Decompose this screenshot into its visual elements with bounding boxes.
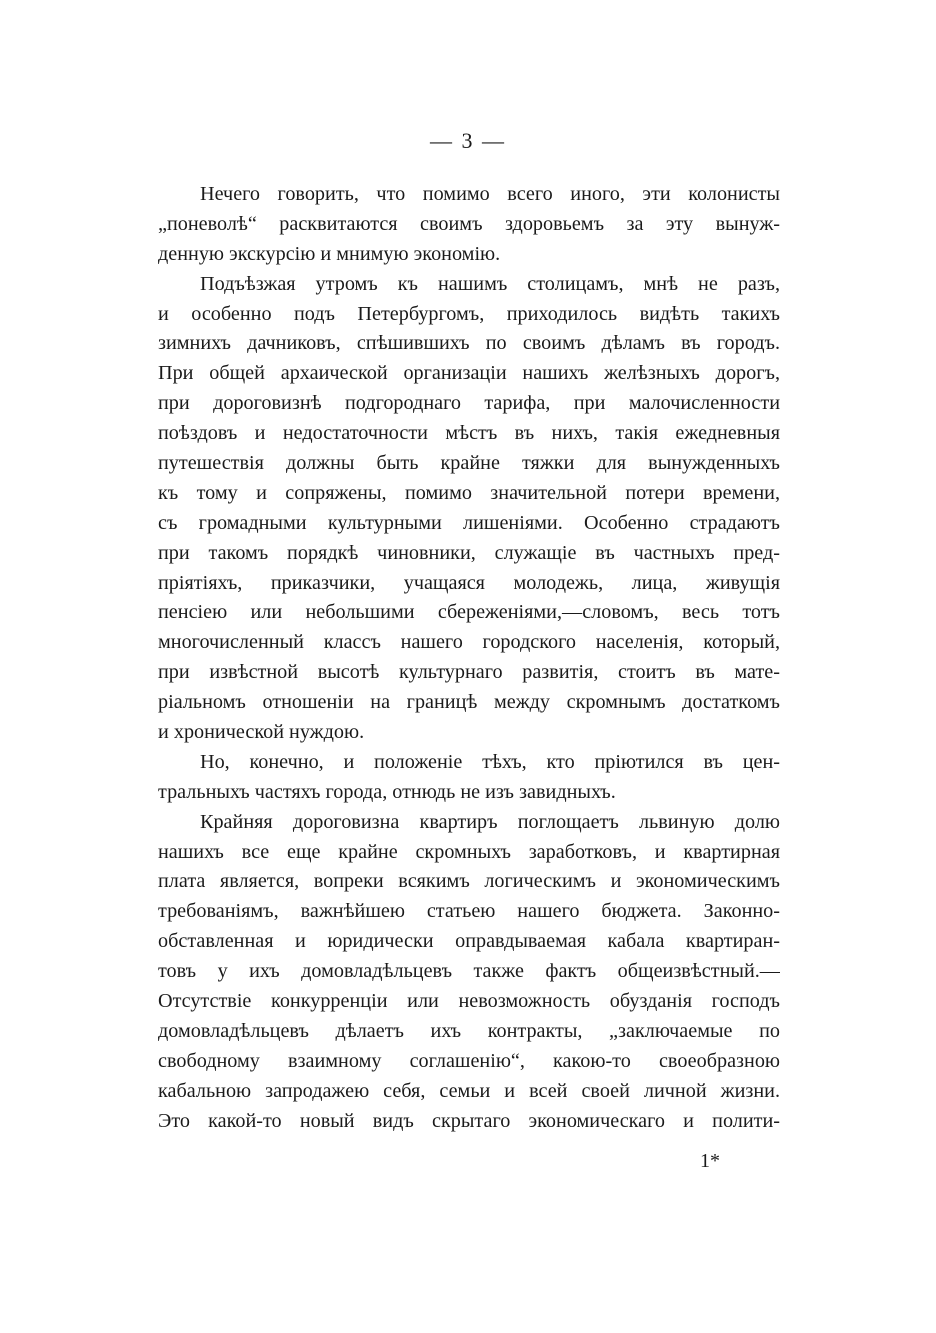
text-line: требованіямъ, важнѣйшею статьею нашего бюджета. Законно- [158, 900, 780, 923]
text-line: Отсутствіе конкурренціи или невозможность обузданія господъ [158, 990, 780, 1013]
text-line: многочисленный классъ нашего городского населенія, который, [158, 631, 780, 654]
text-line: При общей архаической организаціи нашихъ желѣзныхъ дорогъ, [158, 362, 780, 385]
paragraph [158, 270, 780, 748]
text-line: „поневолѣ“ расквитаются своимъ здоровьемъ за эту вынуж- [158, 212, 780, 235]
text-line: пріятіяхъ, приказчики, учащаяся молодежь, лица, живущія [158, 571, 780, 594]
text-line: Крайняя дороговизна квартиръ поглощаетъ львиную долю [200, 810, 780, 833]
text-line: къ тому и сопряжены, помимо значительной потери времени, [158, 481, 780, 504]
text-line: свободному взаимному соглашенію“, какою-то своеобразною [158, 1049, 780, 1072]
text-line: и хронической нуждою. [158, 721, 365, 744]
text-line: нашихъ все еще крайне скромныхъ заработковъ, и квартирная [158, 840, 780, 863]
text-line: денную экскурсію и мнимую экономію. [158, 242, 501, 265]
paragraph [158, 808, 780, 1137]
text-line: домовладѣльцевъ дѣлаетъ ихъ контракты, „заключаемые по [158, 1019, 780, 1042]
text-line: Нечего говорить, что помимо всего иного, эти колонисты [200, 183, 780, 205]
text-line: обставленная и юридически оправдываемая кабала квартиран- [158, 930, 780, 953]
text-line: плата является, вопреки всякимъ логическимъ и экономическимъ [158, 870, 780, 893]
text-line: и особенно подъ Петербургомъ, приходилось видѣть такихъ [158, 302, 780, 325]
text-line: Но, конечно, и положеніе тѣхъ, кто пріютился въ цен- [200, 750, 780, 773]
text-line: съ громадными культурными лишеніями. Особенно страдаютъ [158, 511, 780, 534]
text-line: при дороговизнѣ подгороднаго тарифа, при малочисленности [158, 392, 780, 415]
text-line: поѣздовъ и недостаточности мѣстъ въ нихъ, такія ежедневныя [158, 422, 780, 445]
text-line: кабальною запродажею себя, семьи и всей своей личной жизни. [158, 1079, 780, 1102]
paragraph [158, 180, 780, 270]
paragraph [158, 748, 780, 808]
text-line: тральныхъ частяхъ города, отнюдь не изъ завидныхъ. [158, 780, 616, 803]
body-text [158, 180, 780, 1137]
text-line: Подъѣзжая утромъ къ нашимъ столицамъ, мнѣ не разъ, [200, 272, 780, 295]
text-line: пенсіею или небольшими сбереженіями,—словомъ, весь тотъ [158, 601, 780, 624]
text-line: Это какой-то новый видъ скрытаго экономическаго и полити- [158, 1109, 780, 1132]
text-line: ріальномъ отношеніи на границѣ между скромнымъ достаткомъ [158, 691, 780, 714]
page-number: — 3 — [430, 128, 506, 153]
signature-mark: 1* [700, 1150, 720, 1172]
text-line: при такомъ порядкѣ чиновники, служащіе въ частныхъ пред- [158, 541, 780, 564]
text-line: путешествія должны быть крайне тяжки для вынужденныхъ [158, 452, 780, 475]
text-line: при извѣстной высотѣ культурнаго развитія, стоитъ въ мате- [158, 661, 780, 684]
text-line: товъ у ихъ домовладѣльцевъ также фактъ общеизвѣстный.— [158, 960, 780, 983]
text-line: зимнихъ дачниковъ, спѣшившихъ по своимъ дѣламъ въ городъ. [158, 332, 780, 355]
